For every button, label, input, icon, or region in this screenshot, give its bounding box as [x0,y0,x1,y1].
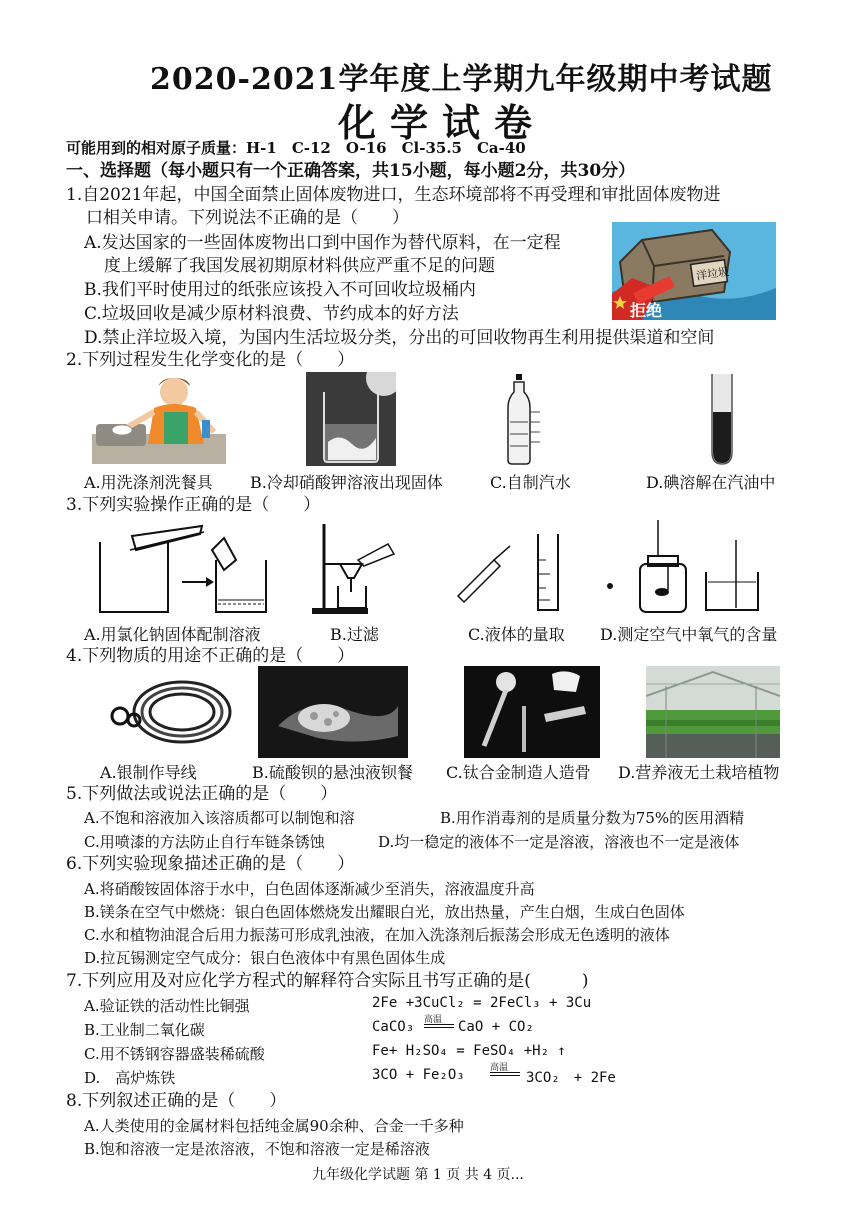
q1-option-a-line1: A.发达国家的一些固体废物出口到中国作为替代原料，在一定程 [84,233,561,253]
q8-option-a: A.人类使用的金属材料包括纯金属90余种、合金一千多种 [84,1117,464,1135]
q5-option-c: C.用喷漆的方法防止自行车链条锈蚀 [84,833,325,851]
q8-option-b: B.饱和溶液一定是浓溶液，不饱和溶液一定是稀溶液 [84,1140,430,1158]
section-heading: 一、选择题（每小题只有一个正确答案，共15小题，每小题2分，共30分） [66,161,636,181]
q2-option-c: C.自制汽水 [490,473,571,492]
q7-equation-b-equals [424,1024,454,1025]
q4-option-d: D.营养液无土栽培植物 [618,763,780,782]
q7-equation-b-left: CaCO₃ [372,1019,415,1035]
q7-equation-d-condition: 高温 [490,1063,509,1073]
q4-option-a: A.银制作导线 [100,763,197,782]
q3-option-a: A.用氯化钠固体配制溶液 [84,625,261,644]
titanium-bone-image [464,666,600,758]
nacl-solution-diagram [92,520,272,616]
q7-equation-d-left: 3CO + Fe₂O₃ [372,1067,465,1083]
q1-stem-line2: 口相关申请。下列说法不正确的是（ ） [86,208,409,228]
q7-option-d: D. 高炉炼铁 [84,1069,176,1087]
q5-option-a: A.不饱和溶液加入该溶质都可以制饱和溶 [84,809,355,827]
q6-stem: 6.下列实验现象描述正确的是（ ） [66,854,355,874]
q1-option-d: D.禁止洋垃圾入境，为国内生活垃圾分类，分出的可回收物再生利用提供渠道和空间 [84,328,715,348]
q3-option-c: C.液体的量取 [468,625,565,644]
q7-equation-b-condition: 高温 [424,1015,443,1025]
q4-stem: 4.下列物质的用途不正确的是（ ） [66,646,355,666]
q4-option-b: B.硫酸钡的悬浊液钡餐 [252,763,413,782]
reject-label: 拒绝 [630,301,663,320]
exam-title: 2020-2021学年度上学期九年级期中考试题 [150,62,773,97]
silver-wire-image [104,672,234,752]
q7-equation-a: 2Fe +3CuCl₂ = 2FeCl₃ + 3Cu [372,995,592,1011]
q1-stem-line1: 1.自2021年起，中国全面禁止固体废物进口，生态环境部将不再受理和审批固体废物进 [66,185,721,205]
measuring-cylinder-diagram [454,520,572,616]
barium-meal-image [258,666,408,758]
soda-bottle-image [496,372,552,466]
q7-equation-d-equals-2 [490,1075,520,1076]
q5-stem: 5.下列做法或说法正确的是（ ） [66,784,338,804]
q1-option-b: B.我们平时使用过的纸张应该投入不可回收垃圾桶内 [84,280,476,300]
q2-stem: 2.下列过程发生化学变化的是（ ） [66,350,355,370]
atomic-masses: 可能用到的相对原子质量：H-1 C-12 O-16 Cl-35.5 Ca-40 [66,139,526,157]
q7-equation-d-right: 3CO₂ + 2Fe [526,1070,616,1086]
q5-option-d: D.均一稳定的液体不一定是溶液，溶液也不一定是液体 [378,833,740,851]
garbage-label: 洋垃圾 [695,265,730,283]
q1-option-a-line2: 度上缓解了我国发展初期原材料供应严重不足的问题 [104,256,495,276]
q7-equation-b-equals-2 [424,1027,454,1028]
q6-option-d: D.拉瓦锡测定空气成分：银白色液体中有黑色固体生成 [84,949,446,967]
filtration-diagram [306,520,398,616]
q7-option-c: C.用不锈钢容器盛装稀硫酸 [84,1045,265,1063]
q2-option-b: B.冷却硝酸钾溶液出现固体 [250,473,443,492]
q7-option-a: A.验证铁的活动性比铜强 [84,997,250,1015]
q3-option-b: B.过滤 [330,625,379,644]
q7-option-b: B.工业制二氧化碳 [84,1021,205,1039]
q6-option-c: C.水和植物油混合后用力振荡可形成乳浊液，在加入洗涤剂后振荡会形成无色透明的液体 [84,926,670,944]
beaker-crystal-image [306,372,396,466]
q7-equation-b-right: CaO + CO₂ [458,1019,534,1035]
q2-option-d: D.碘溶解在汽油中 [646,473,776,492]
washing-dishes-image [92,372,226,464]
q7-equation-c: Fe+ H₂SO₄ = FeSO₄ +H₂ ↑ [372,1043,566,1059]
q2-option-a: A.用洗涤剂洗餐具 [84,473,213,492]
iodine-test-tube-image [700,372,744,466]
q7-equation-d-equals [490,1072,520,1073]
q8-stem: 8.下列叙述正确的是（ ） [66,1091,287,1111]
q5-option-b: B.用作消毒剂的是质量分数为75%的医用酒精 [440,809,745,827]
q3-option-d: D.测定空气中氧气的含量 [600,625,778,644]
q7-stem: 7.下列应用及对应化学方程式的解释符合实际且书写正确的是( ) [66,971,589,991]
q6-option-b: B.镁条在空气中燃烧：银白色固体燃烧发出耀眼白光，放出热量，产生白烟，生成白色固体 [84,903,685,921]
exam-subtitle: 化学试卷 [338,100,547,145]
page-footer: 九年级化学试题 第 1 页 共 4 页... [312,1167,524,1183]
q3-stem: 3.下列实验操作正确的是（ ） [66,495,321,515]
q6-option-a: A.将硝酸铵固体溶于水中，白色固体逐渐减少至消失，溶液温度升高 [84,880,535,898]
q1-option-c: C.垃圾回收是减少原材料浪费、节约成本的好方法 [84,304,459,324]
oxygen-content-diagram [606,520,772,616]
q4-option-c: C.钛合金制造人造骨 [446,763,591,782]
hydroponics-image [646,666,780,758]
foreign-garbage-image [612,222,776,320]
